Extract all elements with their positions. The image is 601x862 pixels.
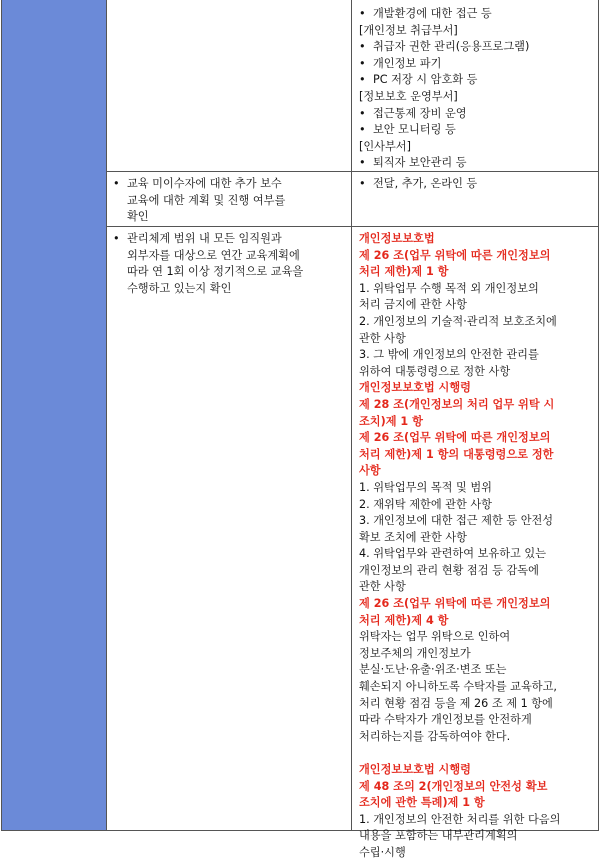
- text-line: 내용을 포함하는 내부관리계획의: [359, 829, 518, 843]
- bullet-continuation: 수행하고 있는지 확인: [127, 281, 232, 295]
- law-heading-line: 조치)제 1 항: [359, 414, 423, 428]
- bullet-icon: •: [359, 106, 366, 120]
- text-line: 처리하는지를 감독하여야 한다.: [359, 729, 511, 743]
- law-heading-line: 처리 제한)제 4 항: [359, 613, 449, 627]
- law-heading-line: 처리 제한)제 1 항의 대통령령으로 정한: [359, 447, 554, 461]
- text-line: 3. 개인정보에 대한 접근 제한 등 안전성: [359, 514, 554, 528]
- bullet-text: 보안 모니터링 등: [373, 123, 456, 137]
- table-border-right: [598, 0, 599, 831]
- text-line: 2. 개인정보의 기술적·관리적 보호조치에: [359, 314, 557, 328]
- bullet-text: PC 저장 시 암호화 등: [373, 73, 478, 87]
- text-line: 관한 사항: [359, 580, 406, 594]
- text-line: 2. 재위탁 제한에 관한 사항: [359, 497, 492, 511]
- bullet-item: [359, 176, 595, 193]
- law-heading-line: 개인정보보호법 시행령: [359, 381, 471, 395]
- bullet-continuation: 교육에 대한 계획 및 진행 여부를: [127, 193, 286, 207]
- law-heading-line: 제 48 조의 2(개인정보의 안전성 확보: [359, 779, 548, 793]
- text-line: 수립·시행: [359, 845, 406, 859]
- bullet-icon: •: [113, 177, 120, 190]
- text-line: 관한 사항: [359, 331, 406, 345]
- bullet-item: [359, 39, 595, 56]
- law-heading-line: 처리 제한)제 1 항: [359, 265, 449, 279]
- row3-left-cell: [113, 231, 347, 297]
- text-line: 1. 위탁업무 수행 목적 외 개인정보의: [359, 281, 539, 295]
- law-heading-line: 개인정보보호법: [359, 232, 435, 245]
- bullet-icon: •: [359, 177, 366, 190]
- law-heading-line: 제 26 조(업무 위탁에 따른 개인정보의: [359, 597, 551, 611]
- bullet-text: 퇴직자 보안관리 등: [373, 156, 467, 170]
- bullet-text: 전달, 추가, 온라인 등: [373, 177, 478, 190]
- bullet-text: 취급자 권한 관리(응용프로그램): [373, 40, 530, 54]
- bullet-icon: •: [113, 232, 120, 245]
- row2-left-cell: [113, 176, 347, 226]
- text-line: 3. 그 밖에 개인정보의 안전한 관리를: [359, 348, 539, 362]
- text-line: [개인정보 취급부서]: [359, 23, 458, 37]
- text-line: 1. 위탁업무의 목적 및 범위: [359, 480, 492, 494]
- text-line: 훼손되지 아니하도록 수탁자를 교육하고,: [359, 680, 557, 694]
- bullet-icon: •: [359, 123, 366, 137]
- row3-right-cell: [359, 231, 595, 862]
- bullet-icon: •: [359, 40, 366, 54]
- law-heading-line: 제 28 조(개인정보의 처리 업무 위탁 시: [359, 397, 555, 411]
- law-heading-line: 사항: [359, 464, 381, 478]
- text-line: [정보보호 운영부서]: [359, 89, 458, 103]
- bullet-text: 개발환경에 대한 접근 등: [373, 7, 492, 20]
- bullet-continuation: 따라 연 1회 이상 정기적으로 교육을: [127, 265, 304, 279]
- bullet-text: 관리체계 범위 내 모든 임직원과: [127, 232, 282, 245]
- law-heading-line: 제 26 조(업무 위탁에 따른 개인정보의: [359, 431, 551, 445]
- bullet-item: [359, 155, 595, 172]
- bullet-item: [359, 6, 595, 23]
- bullet-item: [359, 106, 595, 123]
- text-line: 4. 위탁업무와 관련하여 보유하고 있는: [359, 547, 547, 561]
- row3-right-lines: [359, 231, 595, 862]
- text-line: 1. 개인정보의 안전한 처리를 위한 다음의: [359, 812, 561, 826]
- bullet-icon: •: [359, 7, 366, 20]
- text-line: 처리 금지에 관한 사항: [359, 298, 467, 312]
- bullet-icon: •: [359, 156, 366, 170]
- column-divider: [351, 0, 352, 831]
- bullet-icon: •: [359, 56, 366, 70]
- row-divider-2: [106, 226, 599, 227]
- bullet-text: 접근통제 장비 운영: [373, 106, 467, 120]
- text-line: [359, 745, 595, 762]
- text-line: 위탁자는 업무 위탁으로 인하여: [359, 630, 511, 644]
- bullet-text: 개인정보 파기: [373, 56, 442, 70]
- law-heading-line: 조치에 관한 특례)제 1 항: [359, 796, 485, 810]
- bullet-item: [113, 231, 347, 248]
- row2-left-lines: [113, 176, 347, 226]
- bullet-continuation: 확인: [127, 210, 149, 224]
- row1-right-lines: [359, 6, 595, 172]
- bullet-item: [113, 176, 347, 193]
- row2-right-lines: [359, 176, 595, 193]
- text-line: 정보주체의 개인정보가: [359, 646, 471, 660]
- text-line: 개인정보의 관리 현황 점검 등 감독에: [359, 563, 539, 577]
- row3-left-lines: [113, 231, 347, 297]
- bullet-text: 교육 미이수자에 대한 추가 보수: [127, 177, 282, 190]
- text-line: [인사부서]: [359, 139, 411, 153]
- row1-right-cell: [359, 6, 595, 172]
- text-line: 분실·도난·유출·위조·변조 또는: [359, 663, 507, 677]
- category-column: [2, 0, 107, 830]
- bullet-item: [359, 72, 595, 89]
- bullet-icon: •: [359, 73, 366, 87]
- text-line: 따라 수탁자가 개인정보를 안전하게: [359, 713, 532, 727]
- law-heading-line: 개인정보보호법 시행령: [359, 763, 471, 776]
- law-heading-line: 제 26 조(업무 위탁에 따른 개인정보의: [359, 248, 551, 262]
- text-line: 처리 현황 점검 등을 제 26 조 제 1 항에: [359, 696, 553, 710]
- text-line: 위하여 대통령령으로 정한 사항: [359, 364, 511, 378]
- table-border-left: [1, 0, 2, 831]
- bullet-item: [359, 56, 595, 73]
- bullet-continuation: 외부자를 대상으로 연간 교육계획에: [127, 248, 300, 262]
- bullet-item: [359, 122, 595, 139]
- row2-right-cell: [359, 176, 595, 193]
- text-line: 확보 조치에 관한 사항: [359, 530, 467, 544]
